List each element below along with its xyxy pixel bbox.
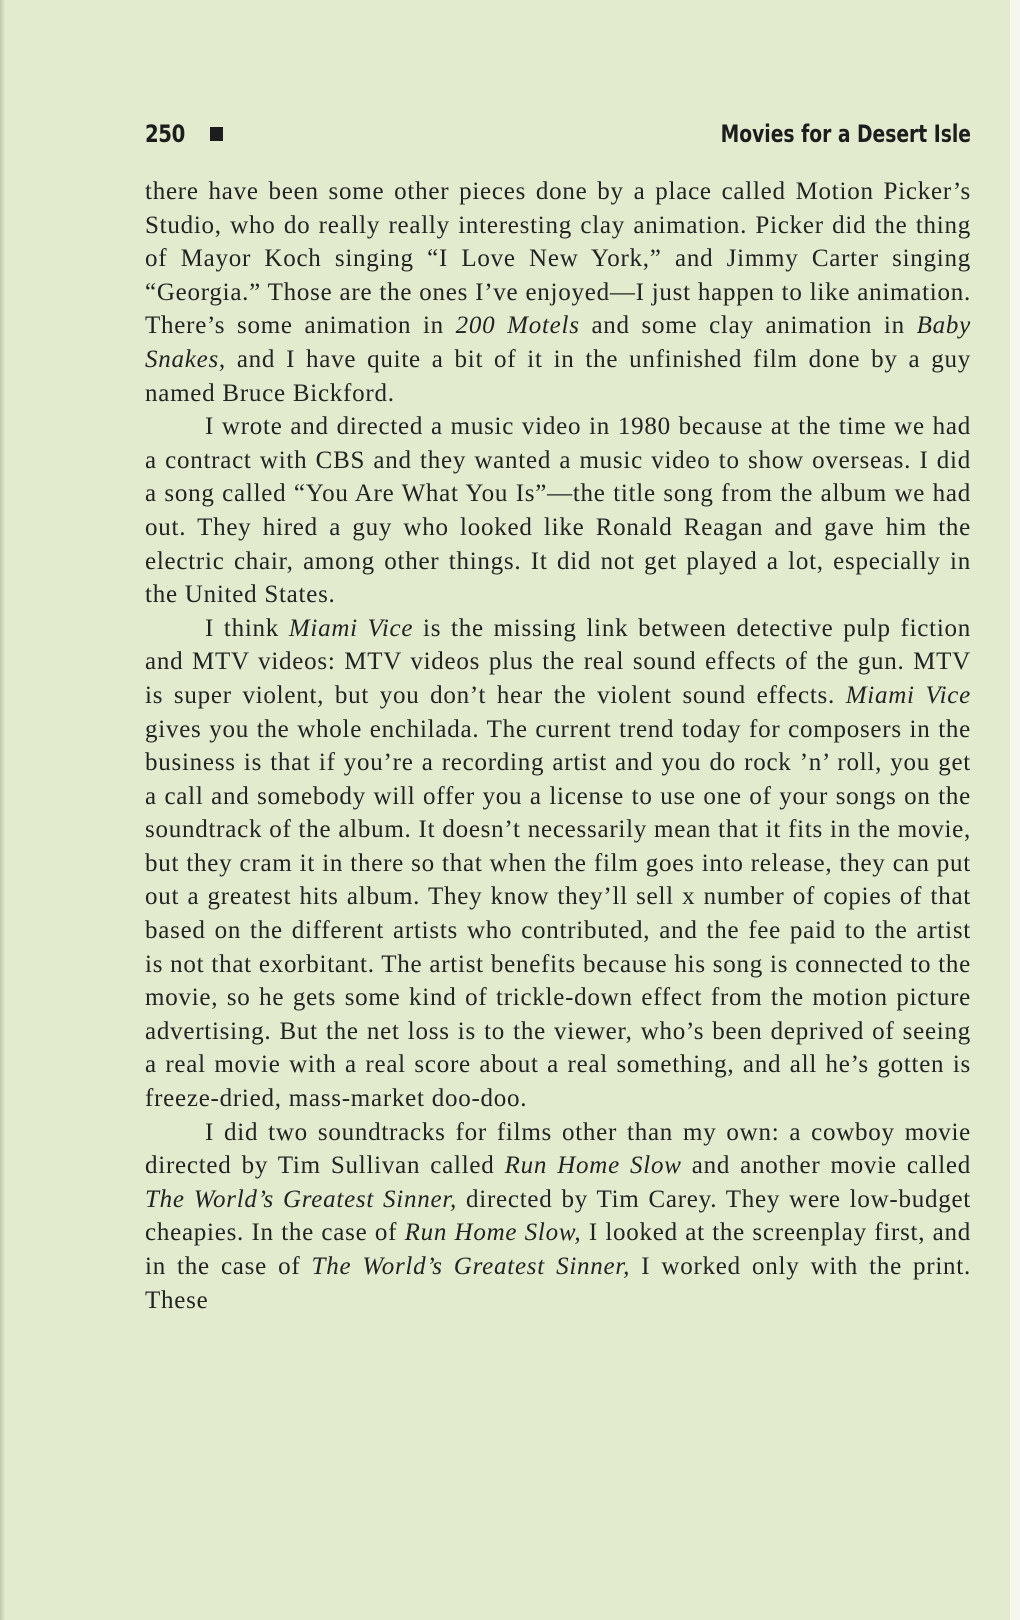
text-run: I looked at the screenplay first, and in the case of	[145, 1219, 972, 1280]
paragraph	[145, 612, 971, 1116]
page-header	[145, 120, 971, 154]
italic-title: Run Home Slow,	[404, 1219, 582, 1247]
page-edge	[1010, 0, 1020, 1620]
text-run: I wrote and directed a music video in 1980 because at the time we had a contract with CBS and they wanted a music video to show overseas. I did a song called “You Are What You Is”—the title song from the album we had out. They hired a guy who looked like Ronald Reagan and gave him the electric chair, among other things. It did not get played a lot, especially in the United States.	[145, 413, 971, 609]
italic-title: Baby Snakes,	[145, 312, 971, 373]
page-number: 250	[145, 120, 185, 148]
paragraph	[145, 1116, 971, 1318]
text-run: directed by Tim Carey. They were low-budget cheapies. In the case of	[145, 1185, 971, 1247]
text-run: I did two soundtracks for films other than my own: a cowboy movie directed by Tim Sullivan called	[145, 1118, 971, 1180]
paragraph	[145, 175, 971, 410]
italic-title: The World’s Greatest Sinner,	[145, 1185, 458, 1213]
italic-title: The World’s Greatest Sinner,	[311, 1253, 631, 1280]
running-head: Movies for a Desert Isle	[720, 120, 971, 148]
body-text	[145, 175, 971, 1317]
binding-shadow	[0, 0, 5, 1620]
italic-title: Miami Vice	[845, 681, 971, 709]
italic-title: Miami Vice	[288, 614, 414, 642]
italic-title: 200 Motels	[455, 312, 580, 340]
text-run: is the missing link between detective pulp fiction and MTV videos: MTV videos plus the real sound effects of the gun. MTV is super violent, but you don’t hear the violent sound effects.	[145, 614, 972, 709]
paragraph	[145, 410, 971, 612]
text-run: and some clay animation in	[579, 312, 917, 340]
text-run: I worked only with the print. These	[145, 1253, 971, 1314]
text-run: gives you the whole enchilada. The current trend today for composers in the business is that if you’re a recording artist and you do rock ’n’ roll, you get a call and somebody will offer you a license to use one of your songs on the soundtrack of the album. It doesn’t necessarily mean that it fits in the movie, but they cram it in there so that when the film goes into release, they can put out a greatest hits album. They know they’ll sell x number of copies of that based on the different artists who contributed, and the fee paid to the artist is not that exorbitant. The artist benefits because his song is connected to the movie, so he gets some kind of trickle-down effect from the motion picture advertising. But the net loss is to the viewer, who’s been deprived of seeing a real movie with a real score about a real something, and all he’s gotten is freeze-dried, mass-market doo-doo.	[145, 715, 972, 1113]
text-run: and another movie called	[681, 1152, 971, 1180]
text-run: and I have quite a bit of it in the unfinished film done by a guy named Bruce Bickford.	[145, 345, 971, 407]
text-run: there have been some other pieces done by a place called Motion Picker’s Studio, who do really really interesting clay animation. Picker did the thing of Mayor Koch singing “I Love New York,” and Jimmy Carter singing “Georgia.” Those are the ones I’ve enjoyed—I just happen to like animation. There’s some animation in	[145, 178, 971, 340]
text-run: I think	[205, 614, 289, 642]
italic-title: Run Home Slow	[504, 1152, 682, 1180]
header-square-ornament	[210, 127, 223, 141]
